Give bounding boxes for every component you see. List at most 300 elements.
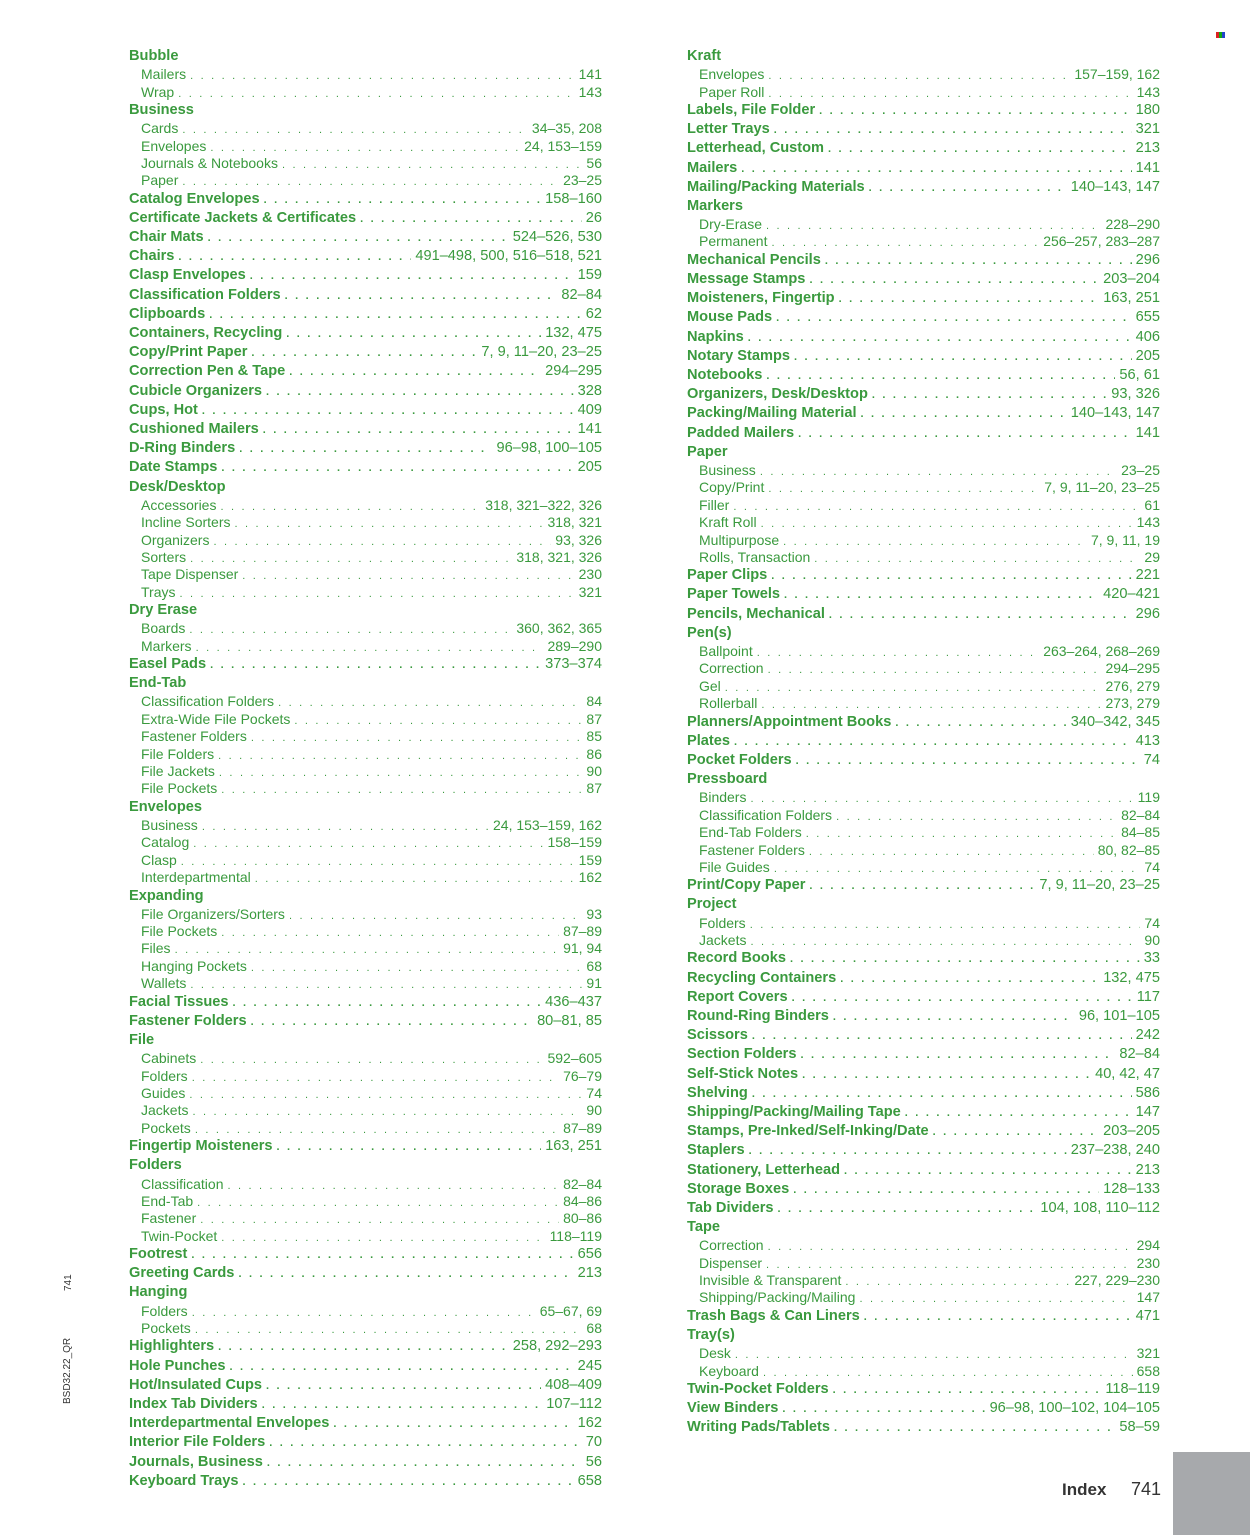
page-reference: 118–119 [1105, 1380, 1160, 1397]
dot-leader [752, 1085, 1132, 1103]
page-reference: 230 [578, 566, 602, 583]
dot-leader [798, 425, 1132, 443]
index-entry [687, 566, 1160, 585]
index-subentry [687, 514, 1160, 531]
dot-leader [267, 1454, 582, 1472]
side-catalog-code: BSD32.22_QR [62, 1337, 73, 1404]
subentry-term: Folders [141, 1067, 188, 1084]
dot-leader [761, 697, 1101, 712]
dot-leader [202, 402, 574, 420]
index-entry [129, 47, 602, 66]
page-reference: 65–67, 69 [539, 1302, 602, 1319]
dot-leader [238, 1265, 573, 1283]
index-subentry [129, 638, 602, 655]
index-subentry [129, 1050, 602, 1067]
page-reference: 658 [577, 1472, 602, 1489]
subentry-term: Twin-Pocket [141, 1227, 218, 1244]
dot-leader [800, 1046, 1115, 1064]
page-reference: 228–290 [1105, 216, 1160, 233]
subentry-term: Fastener Folders [141, 728, 247, 745]
entry-term: Pocket Folders [687, 751, 792, 768]
dot-leader [227, 1178, 559, 1193]
dot-leader [766, 218, 1101, 233]
page-reference: 96–98, 100–105 [496, 440, 602, 457]
page-reference: 96–98, 100–102, 104–105 [989, 1400, 1160, 1417]
page-reference: 132, 475 [1103, 969, 1160, 986]
page-reference: 406 [1135, 328, 1160, 345]
subentry-term: Classification Folders [141, 693, 275, 710]
index-subentry [129, 549, 602, 566]
dot-leader [192, 1104, 582, 1119]
page-reference: 86 [586, 745, 602, 762]
index-subentry [687, 532, 1160, 549]
index-entry [687, 1045, 1160, 1064]
dot-leader [264, 191, 542, 209]
dot-leader [768, 68, 1070, 83]
index-subentry [687, 932, 1160, 949]
dot-leader [741, 160, 1131, 178]
subentry-term: Folders [699, 914, 746, 931]
entry-term: Dry Erase [129, 602, 198, 619]
index-entry [687, 366, 1160, 385]
dot-leader [193, 836, 543, 851]
index-subentry [687, 695, 1160, 712]
footer-section-title: Index [1062, 1480, 1107, 1499]
dot-leader [774, 121, 1132, 139]
page-reference: 87–89 [563, 1119, 602, 1136]
entry-term: Hole Punches [129, 1357, 226, 1374]
page-reference: 141 [577, 420, 602, 437]
page-reference: 74 [1144, 858, 1160, 875]
index-subentry [687, 84, 1160, 101]
page-reference: 143 [1136, 514, 1160, 531]
index-subentry [687, 1237, 1160, 1254]
page-reference: 74 [1143, 751, 1160, 768]
index-subentry [129, 1176, 602, 1193]
page-reference: 26 [585, 209, 602, 226]
index-subentry [687, 1345, 1160, 1362]
index-entry [687, 624, 1160, 643]
printer-color-mark [1216, 32, 1226, 38]
subentry-term: Catalog [141, 834, 190, 851]
dot-leader [766, 1257, 1133, 1272]
index-entry [129, 674, 602, 693]
page-reference: 162 [577, 1415, 602, 1432]
page-reference: 118–119 [549, 1227, 602, 1244]
index-subentry [129, 138, 602, 155]
subentry-term: Ballpoint [699, 643, 753, 660]
index-entry [129, 1012, 602, 1031]
dot-leader [221, 782, 582, 797]
dot-leader [233, 994, 542, 1012]
subentry-term: Clasp [141, 851, 177, 868]
dot-leader [757, 645, 1040, 660]
index-subentry [129, 940, 602, 957]
index-entry [687, 139, 1160, 158]
dot-leader [809, 271, 1099, 289]
index-subentry [687, 842, 1160, 859]
subentry-term: End-Tab Folders [699, 824, 802, 841]
page-reference: 90 [1144, 932, 1160, 949]
dot-leader [760, 464, 1117, 479]
page-reference: 80, 82–85 [1097, 841, 1160, 858]
dot-leader [734, 733, 1132, 751]
dot-leader [190, 68, 575, 83]
page-reference: 147 [1136, 1289, 1160, 1306]
index-subentry [687, 497, 1160, 514]
index-entry [687, 1103, 1160, 1122]
dot-leader [197, 1195, 559, 1210]
dot-leader [763, 1365, 1133, 1380]
subentry-term: Permanent [699, 233, 768, 250]
subentry-term: Gel [699, 677, 721, 694]
subentry-term: Envelopes [699, 66, 765, 83]
index-subentry [687, 1289, 1160, 1306]
page-reference: 163, 251 [1103, 290, 1160, 307]
page-reference: 58–59 [1119, 1419, 1160, 1436]
page-reference: 321 [1135, 121, 1160, 138]
subentry-term: Hanging Pockets [141, 957, 247, 974]
subentry-term: Copy/Print [699, 479, 765, 496]
page-reference: 180 [1135, 101, 1160, 118]
dot-leader [749, 1142, 1067, 1160]
subentry-term: Paper Roll [699, 83, 765, 100]
index-entry [129, 1433, 602, 1452]
dot-leader [782, 1400, 985, 1418]
index-entry [687, 270, 1160, 289]
index-subentry [129, 923, 602, 940]
index-subentry [687, 1255, 1160, 1272]
dot-leader [221, 459, 573, 477]
entry-term: Clasp Envelopes [129, 267, 246, 284]
dot-leader [190, 551, 512, 566]
dot-leader [218, 1338, 509, 1356]
subentry-term: Invisible & Transparent [699, 1272, 842, 1289]
dot-leader [221, 1230, 545, 1245]
page-reference: 33 [1143, 950, 1160, 967]
index-entry [687, 1418, 1160, 1437]
index-subentry [129, 1193, 602, 1210]
entry-term: Kraft [687, 48, 722, 64]
entry-term: Interdepartmental Envelopes [129, 1415, 330, 1432]
page-reference: 321 [1136, 1345, 1160, 1362]
dot-leader [196, 640, 544, 655]
dot-leader [814, 551, 1140, 566]
entry-term: Clipboards [129, 305, 206, 322]
entry-term: Paper Clips [687, 567, 768, 584]
subentry-term: File Pockets [141, 780, 218, 797]
index-subentry [129, 817, 602, 834]
subentry-term: Fastener Folders [699, 841, 805, 858]
entry-term: Paper Towels [687, 586, 780, 603]
index-subentry [129, 906, 602, 923]
page-reference: 93, 326 [555, 531, 602, 548]
entry-term: Twin-Pocket Folders [687, 1380, 829, 1397]
dot-leader [735, 1347, 1133, 1362]
index-entry [687, 443, 1160, 462]
page-reference: 258, 292–293 [512, 1338, 602, 1355]
index-entry [129, 101, 602, 120]
dot-leader [872, 386, 1107, 404]
dot-leader [752, 1027, 1132, 1045]
page-reference: 140–143, 147 [1070, 178, 1160, 195]
page-reference: 56 [585, 1453, 602, 1470]
index-entry [129, 420, 602, 439]
page-reference: 117 [1136, 988, 1160, 1005]
dot-leader [210, 140, 520, 155]
index-entry [687, 770, 1160, 789]
subentry-term: Envelopes [141, 137, 207, 154]
dot-leader [844, 1162, 1132, 1180]
subentry-term: Boards [141, 620, 186, 637]
index-subentry [687, 824, 1160, 841]
entry-term: Padded Mailers [687, 424, 795, 441]
page-reference: 91 [586, 975, 602, 992]
entry-term: Pencils, Mechanical [687, 605, 825, 622]
page-reference: 7, 9, 11–20, 23–25 [1039, 877, 1160, 894]
index-subentry [129, 693, 602, 710]
index-subentry [129, 497, 602, 514]
index-entry [687, 895, 1160, 914]
entry-term: Envelopes [129, 798, 202, 815]
subentry-term: Correction [699, 1237, 764, 1254]
index-subentry [129, 1085, 602, 1102]
dot-leader [761, 516, 1133, 531]
entry-term: End-Tab [129, 675, 187, 692]
entry-term: Shelving [687, 1084, 748, 1101]
dot-leader [234, 516, 543, 531]
page-reference: 143 [578, 83, 602, 100]
page-reference: 420–421 [1103, 586, 1160, 603]
dot-leader [219, 765, 583, 780]
entry-term: Desk/Desktop [129, 478, 226, 495]
entry-term: Certificate Jackets & Certificates [129, 209, 357, 226]
entry-term: Hanging [129, 1284, 188, 1301]
page-reference: 76–79 [563, 1067, 602, 1084]
index-subentry [687, 1363, 1160, 1380]
dot-leader [766, 367, 1115, 385]
page-reference: 141 [1135, 159, 1160, 176]
dot-leader [195, 1122, 559, 1137]
entry-term: Tab Dividers [687, 1199, 774, 1216]
dot-leader [768, 662, 1102, 677]
page-reference: 87 [586, 780, 602, 797]
index-entry [687, 876, 1160, 895]
index-subentry [129, 532, 602, 549]
index-subentry [129, 975, 602, 992]
page-reference: 328 [577, 382, 602, 399]
page-reference: 158–160 [545, 190, 602, 207]
dot-leader [733, 499, 1140, 514]
dot-leader [750, 917, 1141, 932]
page-reference: 296 [1135, 251, 1160, 268]
subentry-term: Interdepartmental [141, 869, 251, 886]
index-subentry [687, 66, 1160, 83]
dot-leader [200, 1052, 543, 1067]
page-reference: 213 [1135, 1161, 1160, 1178]
page-reference: 586 [1135, 1084, 1160, 1101]
dot-leader [181, 854, 575, 869]
page-reference: 321 [578, 583, 602, 600]
index-entry [129, 439, 602, 458]
index-entry [129, 478, 602, 497]
entry-term: Planners/Appointment Books [687, 713, 892, 730]
index-entry [129, 286, 602, 305]
dot-leader [360, 210, 582, 228]
index-entry [129, 993, 602, 1012]
dot-leader [802, 1066, 1091, 1084]
index-entry [129, 655, 602, 674]
dot-leader [251, 730, 583, 745]
index-subentry [687, 859, 1160, 876]
page-reference: 205 [1135, 347, 1160, 364]
entry-term: Letterhead, Custom [687, 140, 825, 157]
index-entry [687, 197, 1160, 216]
index-entry [687, 289, 1160, 308]
page-reference: 82–84 [1119, 1046, 1160, 1063]
entry-term: Mechanical Pencils [687, 251, 821, 268]
dot-leader [266, 1377, 541, 1395]
subentry-term: Wallets [141, 975, 187, 992]
page-reference: 68 [586, 1320, 602, 1337]
subentry-term: Jackets [699, 932, 747, 949]
index-entry [687, 159, 1160, 178]
page-reference: 96, 101–105 [1078, 1008, 1160, 1025]
subentry-term: Wrap [141, 83, 175, 100]
entry-term: Packing/Mailing Material [687, 405, 857, 422]
index-subentry [129, 155, 602, 172]
index-subentry [129, 869, 602, 886]
page-reference: 340–342, 345 [1070, 713, 1160, 730]
entry-term: Mailing/Packing Materials [687, 178, 865, 195]
index-subentry [687, 233, 1160, 250]
entry-term: Record Books [687, 950, 786, 967]
entry-term: Pen(s) [687, 624, 732, 641]
index-entry [129, 343, 602, 362]
page-reference: 90 [586, 1102, 602, 1119]
entry-term: Containers, Recycling [129, 325, 283, 342]
subentry-term: Classification Folders [699, 806, 833, 823]
page-reference: 256–257, 283–287 [1043, 233, 1160, 250]
dot-leader [230, 1358, 574, 1376]
index-entry [129, 209, 602, 228]
index-entry [129, 1376, 602, 1395]
page-reference: 159 [578, 851, 602, 868]
dot-leader [783, 534, 1087, 549]
entry-term: Letter Trays [687, 121, 770, 138]
index-entry [129, 1453, 602, 1472]
page-reference: 230 [1136, 1254, 1160, 1271]
page-reference: 373–374 [545, 656, 602, 673]
index-subentry [687, 1272, 1160, 1289]
subentry-term: Classification [141, 1175, 224, 1192]
page-reference: 658 [1136, 1362, 1160, 1379]
index-entry [687, 1141, 1160, 1160]
page-reference: 7, 9, 11, 19 [1090, 531, 1160, 548]
entry-term: Tape [687, 1219, 720, 1236]
entry-term: Keyboard Trays [129, 1472, 239, 1489]
dot-leader [278, 695, 582, 710]
subentry-term: Rollerball [699, 695, 758, 712]
entry-term: Trash Bags & Can Liners [687, 1307, 860, 1324]
page-reference: 221 [1135, 567, 1160, 584]
page-reference: 162 [578, 869, 602, 886]
index-entry [129, 1414, 602, 1433]
entry-term: Cubicle Organizers [129, 382, 263, 399]
page-reference: 245 [577, 1357, 602, 1374]
index-entry [129, 324, 602, 343]
index-entry [129, 190, 602, 209]
index-subentry [129, 84, 602, 101]
dot-leader [210, 656, 541, 674]
index-column-right [687, 47, 1160, 1438]
page-reference: 147 [1135, 1103, 1160, 1120]
page-reference: 68 [586, 957, 602, 974]
page-reference: 163, 251 [545, 1138, 602, 1155]
entry-term: Report Covers [687, 988, 788, 1005]
dot-leader [840, 970, 1099, 988]
index-subentry [687, 479, 1160, 496]
index-entry [687, 251, 1160, 270]
index-entry [129, 228, 602, 247]
dot-leader [725, 680, 1102, 695]
entry-term: Cushioned Mailers [129, 420, 259, 437]
index-subentry [129, 728, 602, 745]
entry-term: Date Stamps [129, 459, 218, 476]
page-reference: 524–526, 530 [512, 229, 602, 246]
subentry-term: Extra-Wide File Pockets [141, 710, 291, 727]
index-entry [129, 1283, 602, 1302]
index-entry [687, 1161, 1160, 1180]
dot-leader [209, 306, 582, 324]
dot-leader [243, 1473, 574, 1491]
entry-term: Business [129, 101, 194, 118]
dot-leader [778, 1200, 1037, 1218]
index-entry [687, 1026, 1160, 1045]
index-entry [687, 47, 1160, 66]
index-entry [129, 1472, 602, 1491]
page-reference: 409 [577, 401, 602, 418]
page-reference: 62 [585, 305, 602, 322]
index-entry [129, 458, 602, 477]
entry-term: Facial Tissues [129, 993, 229, 1010]
dot-leader [895, 714, 1066, 732]
subentry-term: File Folders [141, 745, 215, 762]
subentry-term: Tape Dispenser [141, 566, 239, 583]
dot-leader [262, 1396, 543, 1414]
entry-term: Cups, Hot [129, 401, 198, 418]
index-entry [687, 120, 1160, 139]
entry-term: Organizers, Desk/Desktop [687, 386, 868, 403]
index-entry [687, 1326, 1160, 1345]
dot-leader [289, 908, 582, 923]
dot-leader [178, 248, 411, 266]
entry-term: Mouse Pads [687, 309, 773, 326]
index-entry [687, 1122, 1160, 1141]
index-subentry [687, 549, 1160, 566]
page-reference: 56 [586, 154, 602, 171]
entry-term: Hot/Insulated Cups [129, 1376, 262, 1393]
dot-leader [819, 102, 1132, 120]
subentry-term: Sorters [141, 548, 187, 565]
page-reference: 84–86 [563, 1192, 602, 1209]
entry-term: Fastener Folders [129, 1012, 247, 1029]
page-reference: 294 [1136, 1237, 1160, 1254]
dot-leader [806, 826, 1117, 841]
page-reference: 213 [1135, 140, 1160, 157]
page-reference: 93, 326 [1111, 386, 1160, 403]
subentry-term: Journals & Notebooks [141, 154, 278, 171]
